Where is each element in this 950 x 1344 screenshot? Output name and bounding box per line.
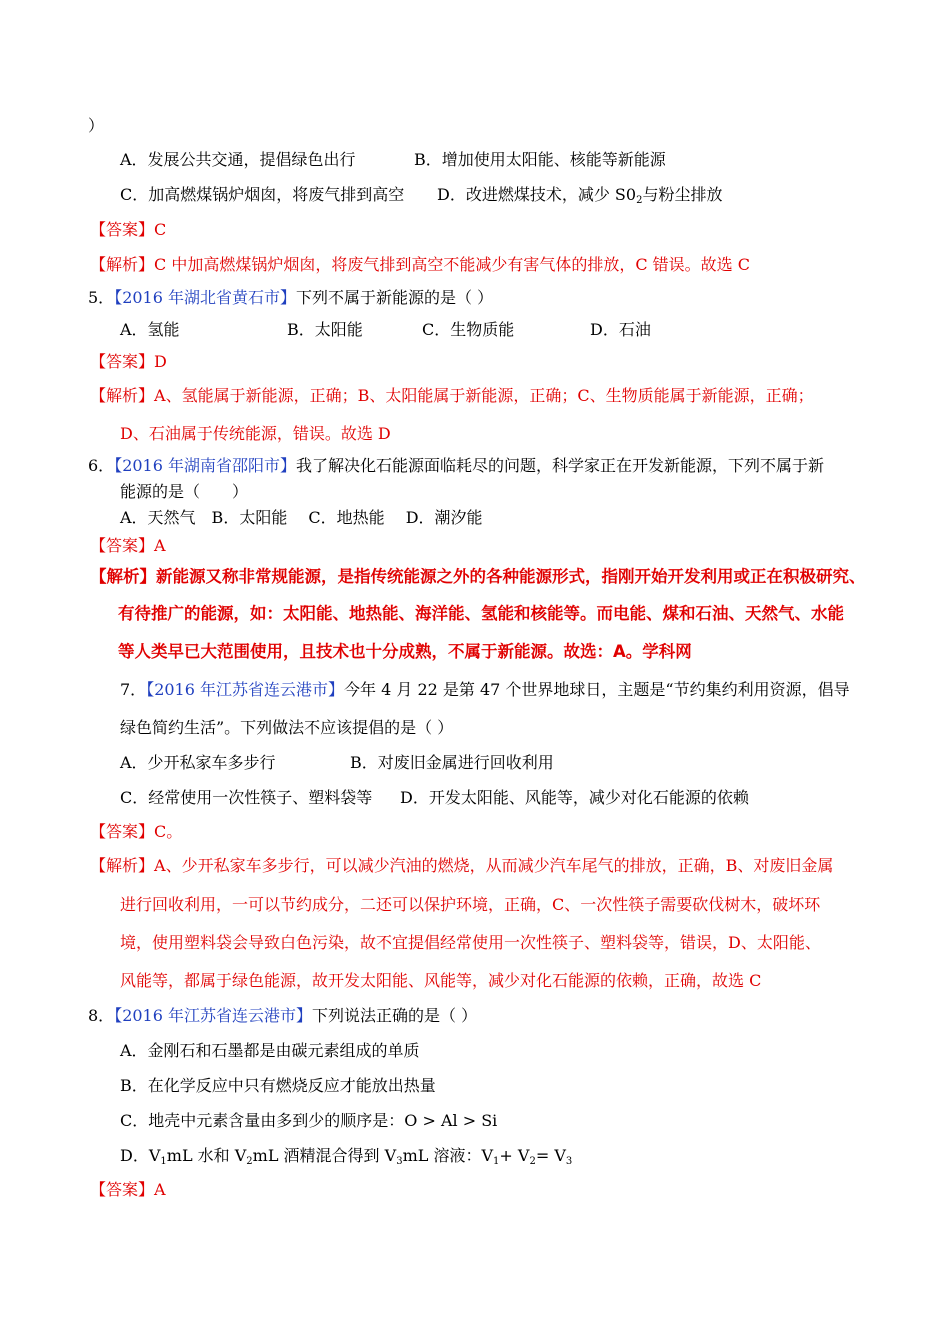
q4-option-a: A．发展公共交通，提倡绿色出行 xyxy=(120,150,356,169)
explanation-label: 【解析】 xyxy=(90,567,156,586)
answer-label: 【答案】 xyxy=(90,536,155,555)
q7-answer: 【答案】C。 xyxy=(90,822,183,841)
explanation-label: 【解析】 xyxy=(90,386,155,405)
q4-option-b: B．增加使用太阳能、核能等新能源 xyxy=(414,150,666,169)
q7-option-d: D．开发太阳能、风能等，减少对化石能源的依赖 xyxy=(400,788,749,807)
q4-explanation: 【解析】C 中加高燃煤锅炉烟囱，将废气排到高空不能减少有害气体的排放，C 错误。故选 C xyxy=(90,255,751,274)
q5-explanation-line-1: 【解析】A、氢能属于新能源，正确；B、太阳能属于新能源，正确；C、生物质能属于新能源，正确； xyxy=(90,386,814,405)
q7-explanation-line-2: 进行回收利用，一可以节约成分，二还可以保护环境，正确，C、一次性筷子需要砍伐树木，破坏环 xyxy=(120,895,821,914)
q5-source: 【2016 年湖北省黄石市】 xyxy=(114,288,296,307)
q7-explanation-line-1: 【解析】A、少开私家车多步行，可以减少汽油的燃烧，从而减少汽车尾气的排放，正确，B、对废旧金属 xyxy=(90,856,834,875)
q4-answer: 【答案】C xyxy=(90,220,167,239)
q6-options: A．天然气 B．太阳能 C．地热能 D．潮汐能 xyxy=(120,508,483,527)
q8-option-d: D．$V_1mL$ 水和 $V_2mL$ 酒精混合得到 $V_3mL$ 溶液：$V_1+ V_2= V_3$ xyxy=(120,1146,573,1167)
q8-option-a: A．金刚石和石墨都是由碳元素组成的单质 xyxy=(120,1041,420,1060)
explanation-label: 【解析】 xyxy=(90,255,155,274)
q8-option-b: B．在化学反应中只有燃烧反应才能放出热量 xyxy=(120,1076,436,1095)
q8-answer: 【答案】A xyxy=(90,1180,166,1199)
q5-option-a: A．氢能 xyxy=(120,320,180,339)
q6-explanation-line-1: 【解析】新能源又称非常规能源，是指传统能源之外的各种能源形式，指刚开始开发利用或正在积极研究、 xyxy=(90,567,866,586)
answer-label: 【答案】 xyxy=(90,220,155,239)
q4-option-d: D．改进燃煤技术，减少 $S0_2$与粉尘排放 xyxy=(437,185,723,206)
q6-explanation-line-2: 有待推广的能源，如：太阳能、地热能、海洋能、氢能和核能等。而电能、煤和石油、天然气、水能 xyxy=(118,604,844,623)
q5-answer: 【答案】D xyxy=(90,352,167,371)
answer-label: 【答案】 xyxy=(90,352,155,371)
q7-explanation-line-3: 境，使用塑料袋会导致白色污染，故不宜提倡经常使用一次性筷子、塑料袋等，错误，D、太阳能、 xyxy=(120,933,821,952)
q8-source: 【2016 年江苏省连云港市】 xyxy=(114,1006,312,1025)
q8-stem: 8．【2016 年江苏省连云港市】下列说法正确的是（ ） xyxy=(88,1006,478,1025)
q5-option-c: C．生物质能 xyxy=(422,320,515,339)
q7-option-b: B．对废旧金属进行回收利用 xyxy=(350,753,554,772)
q6-explanation-line-3: 等人类早已大范围使用，且技术也十分成熟，不属于新能源。故选：A。学科网 xyxy=(118,642,692,661)
q6-source: 【2016 年湖南省邵阳市】 xyxy=(114,456,296,475)
explanation-label: 【解析】 xyxy=(90,856,155,875)
answer-label: 【答案】 xyxy=(90,1180,155,1199)
q8-option-c: C．地壳中元素含量由多到少的顺序是：O > Al > Si xyxy=(120,1111,498,1130)
q6-answer: 【答案】A xyxy=(90,536,166,555)
q7-stem-line-2: 绿色简约生活”。下列做法不应该提倡的是（ ） xyxy=(120,718,454,737)
q7-option-a: A．少开私家车多步行 xyxy=(120,753,276,772)
q7-stem-line-1: 7．【2016 年江苏省连云港市】今年 4 月 22 是第 47 个世界地球日，主题是“节约集约利用资源，倡导 xyxy=(120,680,850,699)
q7-explanation-line-4: 风能等，都属于绿色能源，故开发太阳能、风能等，减少对化石能源的依赖，正确，故选 C xyxy=(120,971,762,990)
q7-source: 【2016 年江苏省连云港市】 xyxy=(146,680,344,699)
q5-stem: 5．【2016 年湖北省黄石市】下列不属于新能源的是（ ） xyxy=(88,288,494,307)
q5-option-d: D．石油 xyxy=(590,320,651,339)
q5-explanation-line-2: D、石油属于传统能源，错误。故选 D xyxy=(120,424,391,443)
q6-stem-line-2: 能源的是（ ） xyxy=(120,482,249,501)
q5-option-b: B．太阳能 xyxy=(287,320,363,339)
answer-label: 【答案】 xyxy=(90,822,155,841)
q7-option-c: C．经常使用一次性筷子、塑料袋等 xyxy=(120,788,373,807)
q4-option-c: C．加高燃煤锅炉烟囱，将废气排到高空 xyxy=(120,185,405,204)
q4-paren: ） xyxy=(88,116,105,135)
q6-stem-line-1: 6．【2016 年湖南省邵阳市】我了解决化石能源面临耗尽的问题，科学家正在开发新能源，下列不属于新 xyxy=(88,456,825,475)
